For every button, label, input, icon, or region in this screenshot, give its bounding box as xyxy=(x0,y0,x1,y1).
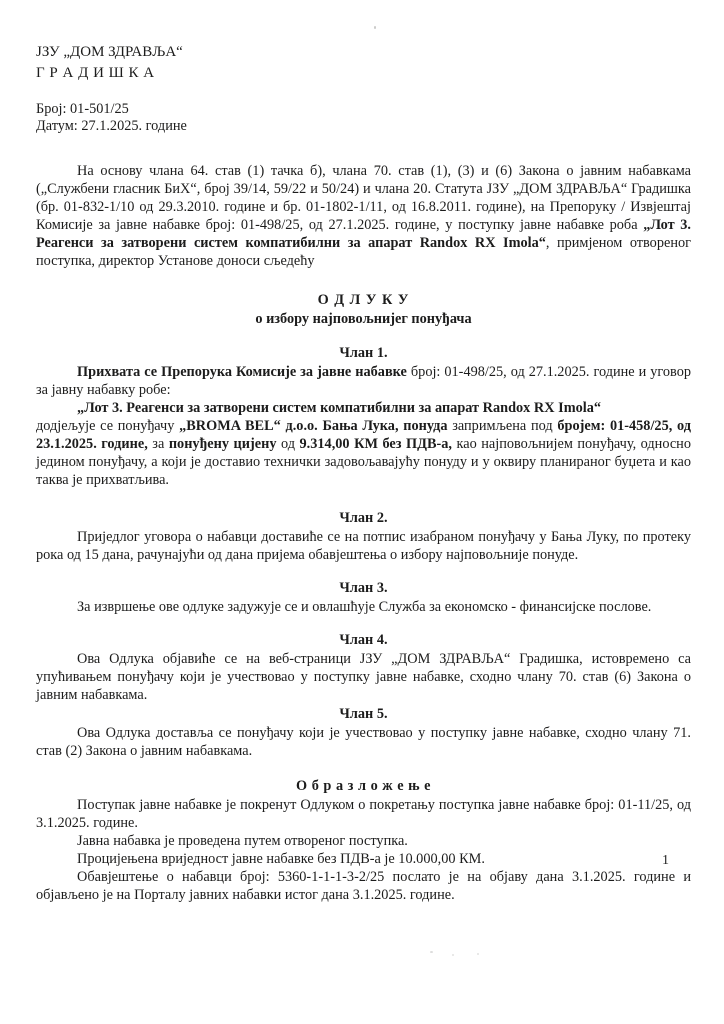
article-4-paragraph: Ова Одлука објавиће се на веб-страници ЈЗУ „ДОМ ЗДРАВЉА“ Градишка, истовремено са упућивањем понуђачу који је учествовао у поступку јавне набавке, сходно члану 70. став (6) Закона о јавним набавкама. xyxy=(36,651,691,703)
article-3 xyxy=(36,579,691,616)
article-1-paragraph-2: „Лот 3. Реагенси за затворени систем компатибилни за апарат Randox RX Imola“ xyxy=(77,400,602,416)
doc-meta xyxy=(36,101,691,135)
decision-title: О Д Л У К У xyxy=(317,292,410,308)
scan-speck xyxy=(430,951,433,953)
decision-subtitle: о избору најповољнијег понуђача xyxy=(255,311,472,327)
article-1-paragraph-3: додјељује се понуђачу „BROMA BEL“ д.о.о. Бања Лука, понуда запримљена под бројем: 01-458/25, од 23.1.2025. године, за понуђену цијену од 9.314,00 КМ без ПДВ-а, као најповољнијем понуђачу, односно једином понуђачу, а који је доставио технички задовољавајућу понуду и у оквиру планираног буџета и као таква је прихватљива. xyxy=(36,418,691,488)
rationale-paragraph-3: Процијењена вриједност јавне набавке без ПДВ-а је 10.000,00 КМ. xyxy=(77,851,485,867)
doc-date: Датум: 27.1.2025. године xyxy=(36,118,187,134)
intro-paragraph: На основу члана 64. став (1) тачка б), члана 70. став (1), (3) и (6) Закона о јавним набавкама („Службени гласник БиХ“, број 39/14, 59/22 и 50/24) и члана 20. Статута ЈЗУ „ДОМ ЗДРАВЉА“ Градишка (бр. 01-832-1/10 од 29.3.2010. године и бр. 01-1802-1/11, од 16.8.2011. године), на Препоруку / Извјештај Комисије за јавне набавке број: 01-498/25, од 27.1.2025. године, у поступку јавне набавке роба „Лот 3. Реагенси за затворени систем компатибилни за апарат Randox RX Imola“, примјеном отвореног поступка, директор Установе доноси сљедећу xyxy=(36,163,692,269)
scan-speck xyxy=(452,954,454,956)
article-5-paragraph: Ова Одлука доставља се понуђачу који је учествовао у поступку јавне набавке, сходно члану 71. став (2) Закона о јавним набавкама. xyxy=(36,725,691,759)
article-3-paragraph: За извршење ове одлуке задужује се и овлашћује Служба за економско - финансијске послове. xyxy=(77,599,652,615)
article-5-heading: Члан 5. xyxy=(339,706,388,722)
rationale-paragraph-2: Јавна набавка је проведена путем отвореног поступка. xyxy=(77,833,408,849)
doc-number: Број: 01-501/25 xyxy=(36,101,129,117)
article-4-heading: Члан 4. xyxy=(339,632,388,648)
rationale-paragraph-4: Обавјештење о набавци број: 5360-1-1-1-3-2/25 послато је на објаву дана 3.1.2025. године и објављено је на Порталу јавних набавки истог дана 3.1.2025. године. xyxy=(36,869,691,903)
scan-speck xyxy=(374,26,376,29)
rationale-heading: О б р а з л о ж е њ е xyxy=(296,778,431,794)
article-2-heading: Члан 2. xyxy=(339,510,388,526)
rationale-paragraph-1: Поступак јавне набавке је покренут Одлуком о покретању поступка јавне набавке број: 01-11/25, од 3.1.2025. године. xyxy=(36,797,691,831)
scan-speck xyxy=(477,953,479,955)
article-5 xyxy=(36,705,691,760)
article-2 xyxy=(36,509,691,564)
page-number: 1 xyxy=(662,853,669,868)
rationale-section xyxy=(36,777,691,904)
article-1-paragraph-1: Прихвата се Препорука Комисије за јавне набавке број: 01-498/25, од 27.1.2025. године и уговор за јавну набавку робе: xyxy=(36,364,692,398)
org-city: Г Р А Д И Ш К А xyxy=(36,65,155,81)
article-3-heading: Члан 3. xyxy=(339,580,388,596)
document-header xyxy=(36,42,691,135)
article-2-paragraph: Приједлог уговора о набавци доставиће се на потпис изабраном понуђачу у Бања Луку, по протеку рока од 15 дана, рачунајући од дана пријема обавјештења о избору најповољније понуде. xyxy=(36,529,691,563)
org-name: ЈЗУ „ДОМ ЗДРАВЉА“ xyxy=(36,44,183,60)
article-1-heading: Члан 1. xyxy=(339,345,388,361)
article-4 xyxy=(36,631,691,704)
article-1 xyxy=(36,344,691,489)
